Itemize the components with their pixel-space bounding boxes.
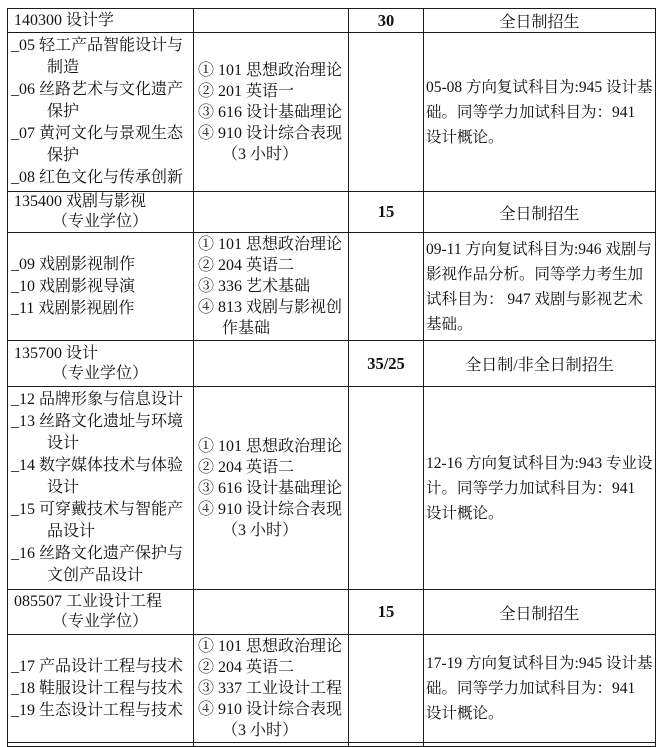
direction-item: _07 黄河文化与景观生态保护 (11, 125, 184, 164)
enrollment-type: 全日制/非全日制招生 (465, 357, 614, 374)
program-code-cell (8, 590, 194, 635)
quota-value: 35/25 (367, 353, 405, 373)
retest-note: 12-16 方向复试科目为:943 专业设计。同等学力加试科目为：941 设计概论。 (426, 454, 653, 522)
direction-item: _19 生态设计工程与技术 (11, 701, 184, 719)
program-code: 135700 设计 (14, 344, 99, 362)
subject-item: ④ 910 设计综合表现（3 小时） (198, 701, 343, 739)
program-header-row (8, 192, 656, 233)
direction-item: _06 丝路艺术与文化遗产保护 (11, 81, 184, 120)
direction-item: _14 数字媒体技术与体验设计 (11, 457, 184, 496)
subject-item: ④ 910 设计综合表现（3 小时） (198, 500, 343, 539)
enrollment-type: 全日制招生 (499, 205, 580, 223)
direction-item: _17 产品设计工程与技术 (11, 657, 184, 675)
program-code: 140300 设计学 (14, 11, 115, 29)
exam-subjects-cell (194, 33, 349, 192)
research-directions-cell (8, 33, 194, 192)
subject-item: ② 204 英语二 (198, 458, 295, 476)
retest-note: 05-08 方向复试科目为:945 设计基础。同等学力加试科目为：941 设计概论。 (426, 78, 653, 146)
program-code-cell (8, 192, 194, 233)
direction-item: _10 戏剧影视导演 (11, 277, 136, 295)
remarks-cell (424, 233, 656, 341)
remarks-cell (424, 635, 656, 743)
empty-cell (349, 743, 424, 747)
subject-item: ① 101 思想政治理论 (198, 61, 343, 79)
enrollment-type: 全日制招生 (499, 14, 580, 31)
empty-cell (194, 341, 349, 387)
subject-item: ③ 616 设计基础理论 (198, 479, 343, 497)
direction-item: _15 可穿戴技术与智能产品设计 (11, 501, 184, 540)
research-directions-cell (8, 387, 194, 590)
program-code: 135400 戏剧与影视 (14, 193, 147, 210)
direction-item: _13 丝路文化遗址与环境设计 (11, 413, 184, 452)
retest-note: 17-19 方向复试科目为:945 设计基础。同等学力加试科目为：941 设计概论。 (426, 655, 653, 722)
degree-type: （专业学位） (52, 213, 149, 230)
degree-type: （专业学位） (52, 364, 149, 382)
subject-item: ② 204 英语二 (198, 257, 295, 274)
subject-item: ② 201 英语一 (198, 82, 295, 100)
subject-item: ① 101 思想政治理论 (198, 236, 343, 253)
empty-cell (349, 33, 424, 192)
quota-cell (349, 590, 424, 635)
direction-item: _11 戏剧影视剧作 (11, 299, 135, 317)
program-detail-row (8, 33, 656, 192)
enrollment-cell (424, 590, 656, 635)
program-detail-row (8, 387, 656, 590)
direction-item: _12 品牌形象与信息设计 (11, 391, 184, 408)
program-detail-row (8, 233, 656, 341)
subject-item: ③ 336 艺术基础 (198, 278, 311, 295)
subject-item: ③ 337 工业设计工程 (198, 680, 343, 697)
empty-cell (349, 387, 424, 590)
enrollment-cell (424, 9, 656, 33)
subject-item: ① 101 思想政治理论 (198, 638, 343, 655)
program-code-cell (8, 9, 194, 33)
program-detail-row (8, 635, 656, 743)
exam-subjects-cell (194, 387, 349, 590)
subject-item: ④ 910 设计综合表现（3 小时） (198, 124, 343, 163)
exam-subjects-cell (194, 635, 349, 743)
direction-item: _16 丝路文化遗产保护与文创产品设计 (11, 545, 184, 584)
program-header-row (8, 9, 656, 33)
empty-cell (194, 9, 349, 33)
subject-item: ① 101 思想政治理论 (198, 437, 343, 455)
cutoff-row (8, 743, 656, 747)
subject-item: ③ 616 设计基础理论 (198, 103, 343, 121)
empty-cell (349, 233, 424, 341)
remarks-cell (424, 33, 656, 192)
program-header-row (8, 341, 656, 387)
quota-cell (349, 192, 424, 233)
retest-note: 09-11 方向复试科目为:946 戏剧与影视作品分析。同等学力考生加试科目为： 947 戏剧与影视艺术基础。 (426, 240, 652, 333)
empty-cell (424, 743, 656, 747)
quota-cell (349, 341, 424, 387)
subject-item: ② 204 英语二 (198, 659, 295, 676)
program-code: 085507 工业设计工程 (14, 593, 163, 610)
research-directions-cell (8, 233, 194, 341)
quota-value: 15 (377, 202, 395, 221)
direction-item: _05 轻工产品智能设计与制造 (11, 37, 184, 76)
enrollment-cell (424, 192, 656, 233)
quota-cell (349, 9, 424, 33)
empty-cell (194, 590, 349, 635)
remarks-cell (424, 387, 656, 590)
quota-value: 15 (377, 602, 395, 621)
admissions-table (7, 8, 656, 747)
enrollment-cell (424, 341, 656, 387)
empty-cell (349, 635, 424, 743)
degree-type: （专业学位） (52, 613, 149, 630)
empty-cell (194, 192, 349, 233)
enrollment-type: 全日制招生 (499, 605, 580, 623)
exam-subjects-cell (194, 233, 349, 341)
admissions-catalog (7, 8, 656, 747)
program-code-cell (8, 341, 194, 387)
program-header-row (8, 590, 656, 635)
empty-cell (194, 743, 349, 747)
direction-item: _09 戏剧影视制作 (11, 255, 136, 273)
quota-value: 30 (377, 10, 395, 30)
direction-item: _18 鞋服设计工程与技术 (11, 679, 184, 697)
empty-cell (8, 743, 194, 747)
research-directions-cell (8, 635, 194, 743)
direction-item: _08 红色文化与传承创新 (11, 169, 184, 186)
subject-item: ④ 813 戏剧与影视创作基础 (198, 299, 343, 337)
